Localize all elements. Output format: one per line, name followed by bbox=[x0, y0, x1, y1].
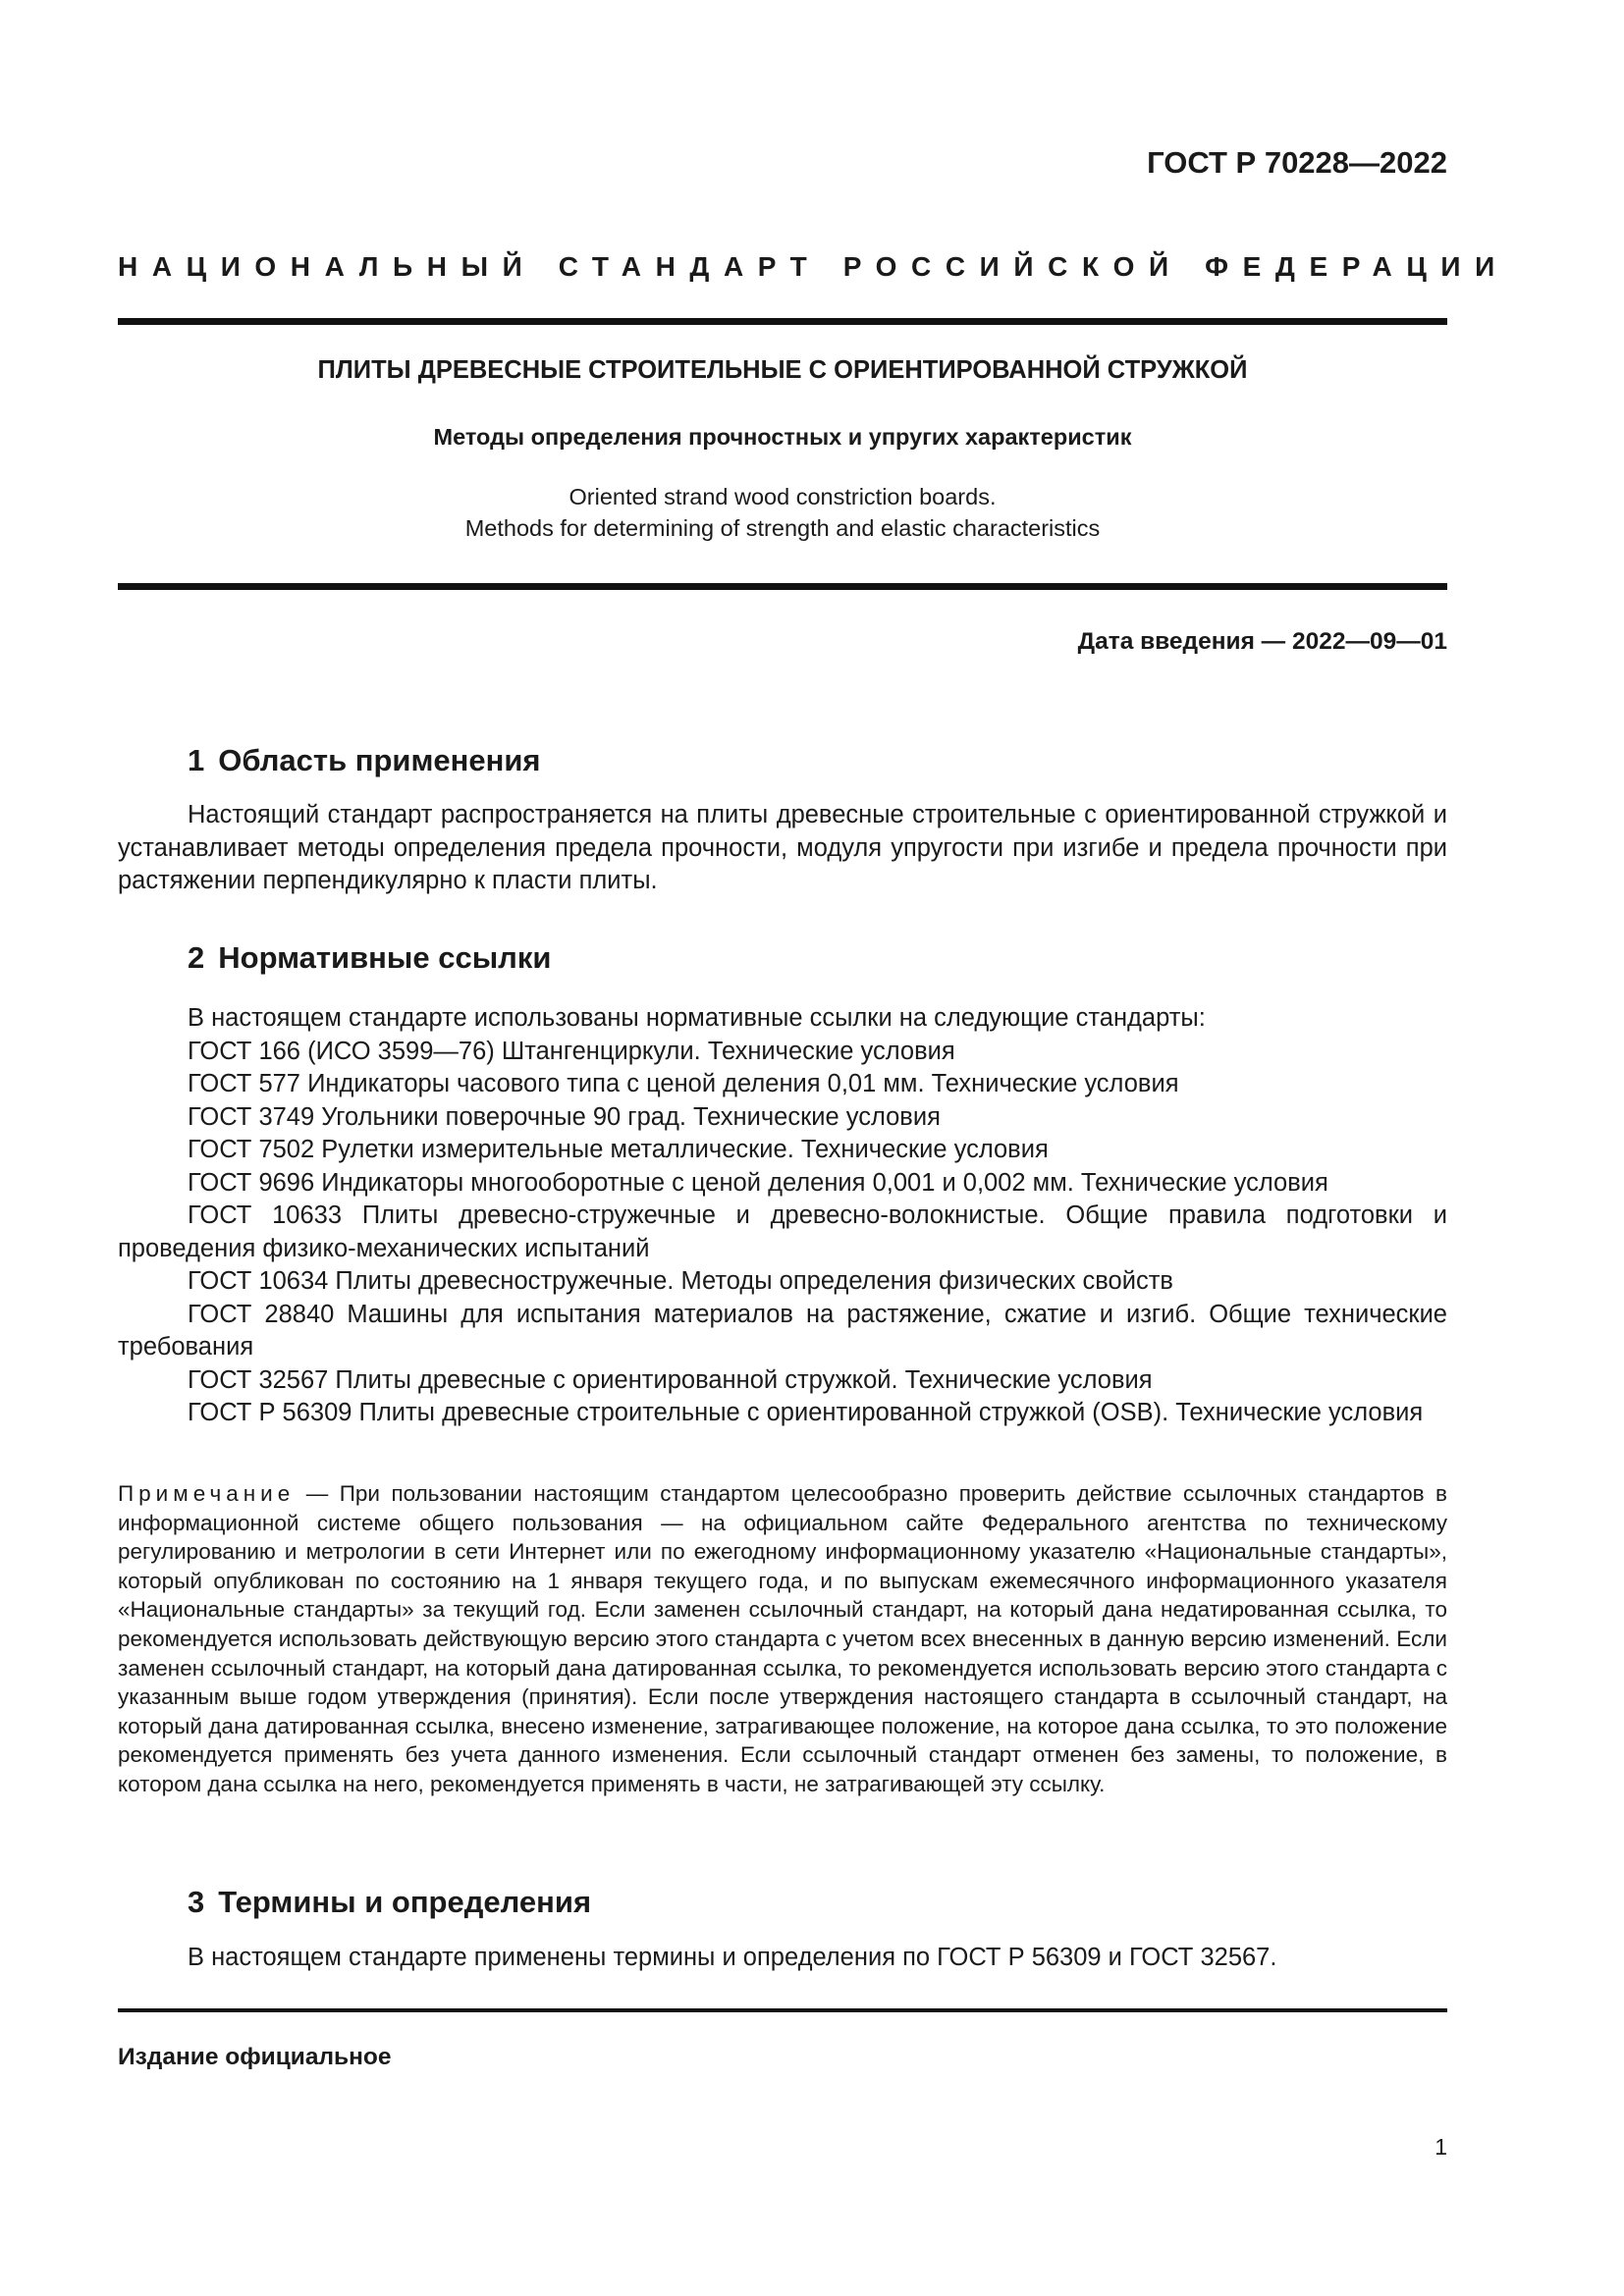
english-title-line-1: Oriented strand wood constriction boards. bbox=[568, 484, 997, 509]
section-title: Нормативные ссылки bbox=[218, 940, 552, 975]
section-number: 2 bbox=[188, 940, 205, 975]
reference-item: ГОСТ 28840 Машины для испытания материалов на растяжение, сжатие и изгиб. Общие технические требования bbox=[118, 1300, 1447, 1361]
section-number: 1 bbox=[188, 743, 205, 777]
reference-item: ГОСТ 10634 Плиты древесностружечные. Методы определения физических свойств bbox=[188, 1267, 1173, 1295]
top-rule bbox=[118, 318, 1447, 325]
standard-code: ГОСТ Р 70228—2022 bbox=[1147, 145, 1447, 180]
section-3-heading bbox=[188, 1885, 591, 1920]
reference-item: ГОСТ 32567 Плиты древесные с ориентированной стружкой. Технические условия bbox=[188, 1365, 1153, 1394]
note-block bbox=[118, 1479, 1447, 1799]
reference-item: ГОСТ 10633 Плиты древесно-стружечные и древесно-волокнистые. Общие правила подготовки и проведения физико-механических испытаний bbox=[118, 1201, 1447, 1262]
section-3-paragraph: В настоящем стандарте применены термины и определения по ГОСТ Р 56309 и ГОСТ 32567. bbox=[188, 1944, 1277, 1971]
section-number: 3 bbox=[188, 1885, 205, 1919]
reference-item: ГОСТ 7502 Рулетки измерительные металлические. Технические условия bbox=[188, 1136, 1049, 1163]
introduction-date: Дата введения — 2022—09—01 bbox=[1077, 628, 1447, 655]
page-number: 1 bbox=[1435, 2134, 1447, 2160]
note-text: — При пользовании настоящим стандартом целесообразно проверить действие ссылочных стандартов в информационной системе общего пользования — на официальном сайте Федерального агентства по техническому регулированию и метрологии в сети Интернет или по ежегодному информационному указателю «Национальные стандарты», который опубликован по состоянию на 1 января текущего года, и по выпускам ежемесячного информационного указателя «Национальные стандарты» за текущий год. Если заменен ссылочный стандарт, на который дана недатированная ссылка, то рекомендуется использовать действующую версию этого стандарта с учетом всех внесенных в данную версию изменений. Если заменен ссылочный стандарт, на который дана датированная ссылка, то рекомендуется использовать версию этого стандарта с указанным выше годом утверждения (принятия). Если после утверждения настоящего стандарта в ссылочный стандарт, на который дана датированная ссылка, внесено изменение, затрагивающее положение, на которое дана ссылка, то это положение рекомендуется применять без учета данного изменения. Если ссылочный стандарт отменен без замены, то положение, в котором дана ссылка на него, рекомендуется применять в части, не затрагивающей эту ссылку. bbox=[118, 1481, 1447, 1796]
reference-item: ГОСТ 3749 Угольники поверочные 90 град. Технические условия bbox=[188, 1102, 941, 1131]
reference-item: ГОСТ 9696 Индикаторы многооборотные с ценой деления 0,001 и 0,002 мм. Технические условия bbox=[188, 1168, 1328, 1197]
section-1-heading bbox=[188, 743, 541, 778]
references-intro: В настоящем стандарте использованы нормативные ссылки на следующие стандарты: bbox=[188, 1004, 1206, 1032]
national-standard-banner: НАЦИОНАЛЬНЫЙ СТАНДАРТ РОССИЙСКОЙ ФЕДЕРАЦИИ bbox=[118, 251, 1509, 282]
section-title: Область применения bbox=[218, 743, 541, 777]
section-title: Термины и определения bbox=[218, 1885, 592, 1919]
english-title-line-2: Methods for determining of strength and elastic characteristics bbox=[464, 515, 1101, 541]
footer-rule bbox=[118, 2008, 1447, 2012]
english-title bbox=[118, 481, 1447, 544]
title-bottom-rule bbox=[118, 583, 1447, 590]
note-label: Примечание bbox=[118, 1481, 296, 1506]
section-1-body bbox=[118, 799, 1447, 898]
document-subtitle: Методы определения прочностных и упругих характеристик bbox=[433, 424, 1132, 450]
official-edition-label: Издание официальное bbox=[118, 2044, 392, 2070]
reference-item: ГОСТ 166 (ИСО 3599—76) Штангенциркули. Технические условия bbox=[188, 1037, 955, 1065]
reference-item: ГОСТ 577 Индикаторы часового типа с ценой деления 0,01 мм. Технические условия bbox=[188, 1070, 1179, 1097]
section-1-paragraph: Настоящий стандарт распространяется на плиты древесные строительные с ориентированной стружкой и устанавливает методы определения предела прочности, модуля упругости при изгибе и предела прочности при растяжении перпендикулярно к пласти плиты. bbox=[118, 801, 1447, 894]
document-title: ПЛИТЫ ДРЕВЕСНЫЕ СТРОИТЕЛЬНЫЕ С ОРИЕНТИРОВАННОЙ СТРУЖКОЙ bbox=[317, 356, 1248, 384]
normative-references bbox=[118, 1002, 1447, 1430]
section-2-heading bbox=[188, 940, 551, 976]
reference-item: ГОСТ Р 56309 Плиты древесные строительные с ориентированной стружкой (OSB). Технические условия bbox=[188, 1399, 1424, 1426]
